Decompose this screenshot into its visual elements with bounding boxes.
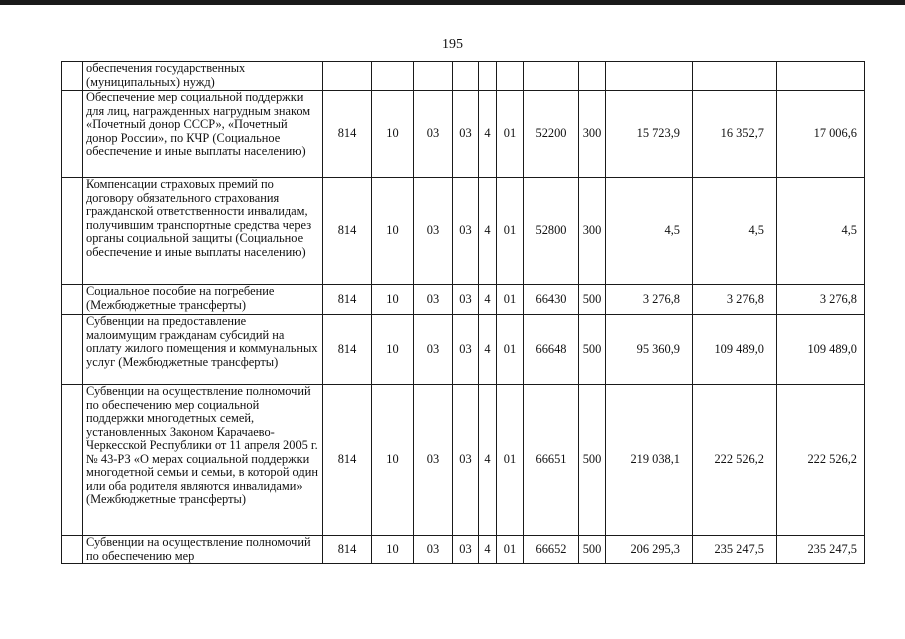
- amount-year2-cell: 235 247,5: [693, 536, 777, 564]
- ministry-code-cell: 814: [323, 285, 372, 315]
- amount-year3-cell: [777, 62, 865, 91]
- direction-code-cell: 66652: [524, 536, 579, 564]
- measure-code-cell: 01: [497, 536, 524, 564]
- direction-code-cell: [524, 62, 579, 91]
- item-name-cell: Субвенции на осуществление полномочий по обеспечению мер социальной поддержки многодетных семей, установленных Законом Карачаево-Черкесской Республики от 11 апреля 2005 г. № 43-РЗ «О мерах социальной поддержки многодетной семьи и семьи, в которой один или оба родителя являются инвалидами» (Межбюджетные трансферты): [83, 385, 323, 536]
- amount-year2-cell: 16 352,7: [693, 91, 777, 178]
- expense-type-cell: 300: [579, 178, 606, 285]
- program-code-cell: 03: [453, 91, 479, 178]
- expense-type-cell: 500: [579, 385, 606, 536]
- ministry-code-cell: 814: [323, 91, 372, 178]
- ministry-code-cell: 814: [323, 385, 372, 536]
- measure-code-cell: 01: [497, 285, 524, 315]
- program-code-cell: [453, 62, 479, 91]
- amount-year1-cell: [606, 62, 693, 91]
- program-code-cell: 03: [453, 385, 479, 536]
- expense-type-cell: 500: [579, 285, 606, 315]
- amount-year1-cell: 219 038,1: [606, 385, 693, 536]
- table-row: [62, 91, 865, 178]
- section-code-cell: 10: [372, 285, 414, 315]
- direction-code-cell: 66651: [524, 385, 579, 536]
- subsection-code-cell: 03: [414, 178, 453, 285]
- amount-year1-cell: 4,5: [606, 178, 693, 285]
- page-number: 195: [442, 37, 463, 52]
- subprogram-code-cell: 4: [479, 536, 497, 564]
- budget-table: [61, 61, 865, 564]
- table-row: [62, 178, 865, 285]
- amount-year3-cell: 235 247,5: [777, 536, 865, 564]
- amount-year1-cell: 3 276,8: [606, 285, 693, 315]
- item-name-cell: Компенсации страховых премий по договору обязательного страхования гражданской ответственности инвалидам, получившим транспортные средства через органы социальной защиты (Социальное обеспечение и иные выплаты населению): [83, 178, 323, 285]
- expense-type-cell: 300: [579, 91, 606, 178]
- item-name-cell: Социальное пособие на погребение (Межбюджетные трансферты): [83, 285, 323, 315]
- measure-code-cell: [497, 62, 524, 91]
- section-code-cell: 10: [372, 178, 414, 285]
- table-row: [62, 385, 865, 536]
- row-number-cell: [62, 178, 83, 285]
- amount-year3-cell: 109 489,0: [777, 315, 865, 385]
- subprogram-code-cell: 4: [479, 315, 497, 385]
- measure-code-cell: 01: [497, 178, 524, 285]
- subsection-code-cell: [414, 62, 453, 91]
- section-code-cell: 10: [372, 385, 414, 536]
- subprogram-code-cell: 4: [479, 91, 497, 178]
- item-name-cell: Субвенции на предоставление малоимущим гражданам субсидий на оплату жилого помещения и коммунальных услуг (Межбюджетные трансферты): [83, 315, 323, 385]
- row-number-cell: [62, 536, 83, 564]
- amount-year2-cell: 222 526,2: [693, 385, 777, 536]
- expense-type-cell: 500: [579, 536, 606, 564]
- program-code-cell: 03: [453, 536, 479, 564]
- ministry-code-cell: 814: [323, 536, 372, 564]
- direction-code-cell: 52200: [524, 91, 579, 178]
- scan-top-edge: [0, 0, 905, 5]
- amount-year3-cell: 222 526,2: [777, 385, 865, 536]
- direction-code-cell: 66430: [524, 285, 579, 315]
- expense-type-cell: 500: [579, 315, 606, 385]
- table-row: [62, 62, 865, 91]
- row-number-cell: [62, 91, 83, 178]
- amount-year1-cell: 15 723,9: [606, 91, 693, 178]
- amount-year2-cell: 3 276,8: [693, 285, 777, 315]
- item-name-cell: обеспечения государственных (муниципальных) нужд): [83, 62, 323, 91]
- measure-code-cell: 01: [497, 385, 524, 536]
- ministry-code-cell: 814: [323, 315, 372, 385]
- subprogram-code-cell: 4: [479, 178, 497, 285]
- subsection-code-cell: 03: [414, 536, 453, 564]
- subprogram-code-cell: 4: [479, 385, 497, 536]
- row-number-cell: [62, 315, 83, 385]
- item-name-cell: Субвенции на осуществление полномочий по обеспечению мер: [83, 536, 323, 564]
- program-code-cell: 03: [453, 285, 479, 315]
- ministry-code-cell: 814: [323, 178, 372, 285]
- item-name-cell: Обеспечение мер социальной поддержки для лиц, награжденных нагрудным знаком «Почетный донор СССР», «Почетный донор России», по КЧР (Социальное обеспечение и иные выплаты населению): [83, 91, 323, 178]
- section-code-cell: 10: [372, 536, 414, 564]
- direction-code-cell: 52800: [524, 178, 579, 285]
- measure-code-cell: 01: [497, 315, 524, 385]
- amount-year1-cell: 95 360,9: [606, 315, 693, 385]
- row-number-cell: [62, 385, 83, 536]
- table-row: [62, 536, 865, 564]
- amount-year2-cell: 4,5: [693, 178, 777, 285]
- subprogram-code-cell: [479, 62, 497, 91]
- direction-code-cell: 66648: [524, 315, 579, 385]
- ministry-code-cell: [323, 62, 372, 91]
- amount-year3-cell: 3 276,8: [777, 285, 865, 315]
- amount-year1-cell: 206 295,3: [606, 536, 693, 564]
- program-code-cell: 03: [453, 315, 479, 385]
- section-code-cell: 10: [372, 91, 414, 178]
- expense-type-cell: [579, 62, 606, 91]
- table-row: [62, 315, 865, 385]
- subsection-code-cell: 03: [414, 285, 453, 315]
- subsection-code-cell: 03: [414, 91, 453, 178]
- subsection-code-cell: 03: [414, 385, 453, 536]
- table-row: [62, 285, 865, 315]
- section-code-cell: 10: [372, 315, 414, 385]
- row-number-cell: [62, 62, 83, 91]
- amount-year3-cell: 4,5: [777, 178, 865, 285]
- amount-year2-cell: [693, 62, 777, 91]
- measure-code-cell: 01: [497, 91, 524, 178]
- amount-year2-cell: 109 489,0: [693, 315, 777, 385]
- amount-year3-cell: 17 006,6: [777, 91, 865, 178]
- program-code-cell: 03: [453, 178, 479, 285]
- subprogram-code-cell: 4: [479, 285, 497, 315]
- section-code-cell: [372, 62, 414, 91]
- row-number-cell: [62, 285, 83, 315]
- subsection-code-cell: 03: [414, 315, 453, 385]
